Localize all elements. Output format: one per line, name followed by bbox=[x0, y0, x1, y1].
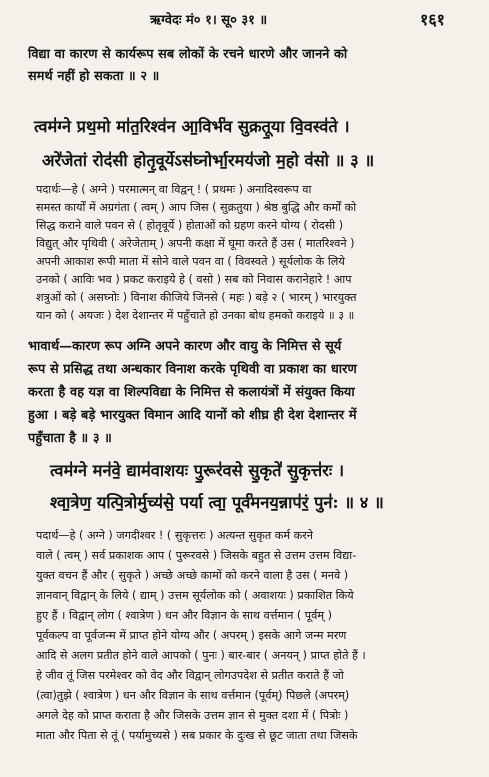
bhavartha-3-line: रूप से प्रसिद्ध तथा अन्धकार विनाश करके पृथिवी वा प्रकाश का धारण bbox=[28, 362, 357, 377]
padartha-3-line: सिद्ध कराने वाले पवन से ( होतृवूर्ये ) होताओं को ग्रहण करने योग्य ( रोदसी ) bbox=[36, 219, 344, 232]
padartha-4-line: हे जीव तूं जिस परमेश्वर को वेद और विद्वान् लोगउपदेश से प्रतीत कराते हैं जो bbox=[36, 669, 344, 682]
padartha-4-line: माता और पिता से तूं ( पर्यामुच्यसे ) सब प्रकार के दुःख से छूट जाता तथा जिसके bbox=[36, 729, 358, 742]
intro-line: विद्या वा कारण से कार्यरूप सब लोकों के रचने धारणे और जानने को bbox=[28, 47, 348, 62]
padartha-4-line: वाले ( त्वम् ) सर्व प्रकाशक आप ( पुरूरवसे ) जिसके बहुत से उत्तम उत्तम विद्या- bbox=[36, 549, 357, 562]
bhavartha-3-line: भावार्थ—कारण रूप अग्नि अपने कारण और वायु के निमित्त से सूर्य bbox=[28, 339, 342, 354]
padartha-3-line: विद्युत् और पृथिवी ( अरेजेताम् ) अपनी कक्षा में घूमा करते हैं उस ( मातरिश्वने ) bbox=[36, 237, 355, 250]
padartha-4-line: युक्त वचन हैं और ( सुकृते ) अच्छे अच्छे कामों को करने वाला है उस ( मनवे ) bbox=[36, 569, 349, 582]
padartha-3-line: समस्त कार्यों में अग्रगंता ( त्वम् ) आप जिस ( सुक्रतुया ) श्रेष्ठ बुद्धि और कर्मों को bbox=[36, 201, 357, 214]
verse-3-line: अरे॑जेतां रोद॑सी होतृ॒वूर्येऽस॑घ्नोर्भा॒रमय॑जो म॒हो व॑सो ॥ ३ ॥ bbox=[42, 151, 375, 170]
padartha-4-line: पूर्वकल्प वा पूर्वजन्म में प्राप्त होने योग्य और ( अपरम् ) इसके आगे जन्म मरण bbox=[36, 629, 347, 642]
padartha-3-line: पदार्थः—हे ( अग्ने ) परमात्मन् वा विद्वन् ! ( प्रथमः ) अनादिस्वरूप वा bbox=[36, 183, 312, 196]
padartha-3-line: शत्रुओं को ( असघ्नोः ) विनाश कीजिये जिनसे ( महः ) बड़े २ ( भारम् ) भारयुक्त bbox=[36, 291, 357, 304]
padartha-4-line: अगले देह को प्राप्त कराता है और जिसके उत्तम ज्ञान से मुक्त दशा में ( पित्रोः ) bbox=[36, 709, 349, 722]
bhavartha-3-line: पहुँचाता है ॥ ३ ॥ bbox=[28, 431, 112, 446]
bhavartha-3-line: करता है वह यज्ञ वा शिल्पविद्या के निमित्त से कलायंत्रों में संयुक्त किया bbox=[28, 385, 355, 400]
page-number: १६१ bbox=[420, 10, 445, 29]
bhavartha-3-line: हुआ । बड़े बड़े भारयुक्त विमान आदि यानों को शीघ्र ही देश देशान्तर में bbox=[28, 408, 357, 423]
verse-3-line: त्वम॑ग्ने प्रथ॒मो मा॑त॒रिश्व॑न आ॒विर्भ॑व सुक्रतू॒या वि॒वस्व॑ते । bbox=[34, 117, 350, 136]
padartha-4-line: पदार्थ—हे ( अग्ने ) जगदीश्वर ! ( सुकृत्तरः ) अत्यन्त सुकृत कर्म करने bbox=[36, 529, 313, 542]
verse-4-line: त्वम॑ग्ने मन॑वे॒ द्याम॑वाशयः पु॒रूर॑वसे सु॒कृते॑ सु॒कृत्त॑रः । bbox=[50, 461, 345, 480]
padartha-4-line: ज्ञानवान् विद्वान् के लिये ( द्याम् ) उत्तम सूर्यलोक को ( अवाशयः ) प्रकाशित किये bbox=[36, 589, 354, 602]
padartha-3-line: अपनी आकाश रूपी माता में सोने वाले पवन वा ( विवस्वते ) सूर्यलोक के लिये bbox=[36, 255, 345, 268]
running-title: ऋग्वेदः मं० १। सू० ३१ ॥ bbox=[150, 13, 268, 28]
padartha-4-line: (त्वा)तुझे ( श्वात्रेण ) धन और विज्ञान के साथ वर्त्तमान (पूर्वम्) पिछले (अपरम्) bbox=[36, 689, 350, 702]
intro-line: समर्थ नहीं हो सकता ॥ २ ॥ bbox=[28, 69, 160, 84]
padartha-4-line: हुए हैं । विद्वान् लोग ( श्वात्रेण ) धन और विज्ञान के साथ वर्त्तमान ( पूर्वम् ) bbox=[36, 609, 332, 622]
padartha-3-line: उनको ( आविः भव ) प्रकट कराइये हे ( वसो ) सब को निवास करानेहारे ! आप bbox=[36, 273, 352, 286]
page-header bbox=[0, 8, 489, 30]
verse-4-line: श्वा॒त्रेण॒ यत्पि॒त्रोर्मुच्य॑से॒ पर्या त्वा॒ पूर्व॑मनय॒न्नाप॑रं॒ पुन॑: ॥ ४ ॥ bbox=[50, 493, 384, 512]
padartha-4-line: आदि से अलग प्रतीत होने वाले आपको ( पुनः ) बार-बार ( अनयन् ) प्राप्त होते हैं । bbox=[36, 649, 366, 662]
padartha-3-line: यान को ( अयजः ) देश देशान्तर में पहुँचाते हो उनका बोध हमको कराइये ॥ ३ ॥ bbox=[36, 309, 355, 322]
